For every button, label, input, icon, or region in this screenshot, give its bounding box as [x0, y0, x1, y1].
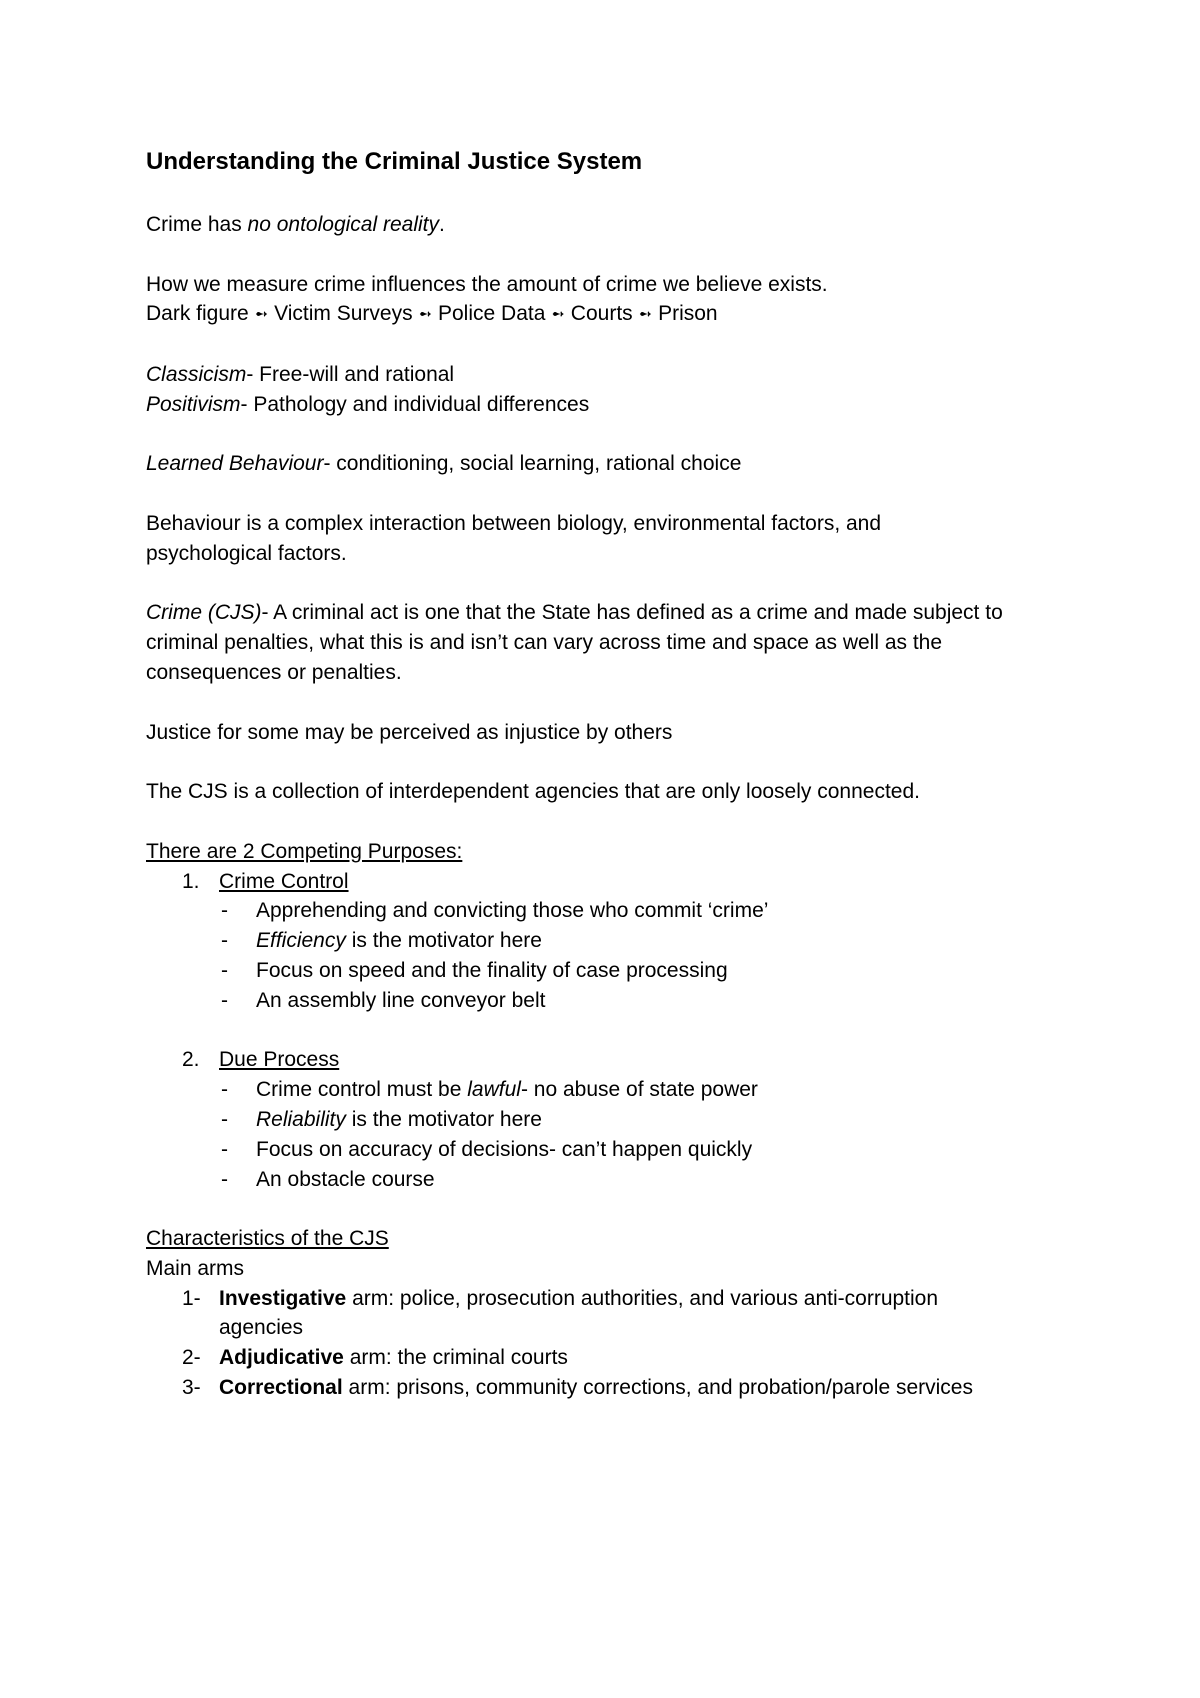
- theory-classicism: [146, 360, 1066, 390]
- purposes-section: [146, 837, 1066, 1195]
- chain-step: Prison: [658, 302, 718, 326]
- purposes-heading: There are 2 Competing Purposes:: [146, 839, 463, 863]
- document-title: Understanding the Criminal Justice System: [146, 148, 643, 175]
- chain-step: Victim Surveys: [274, 302, 413, 326]
- document-body: [146, 146, 1066, 1403]
- crime-cjs-line: consequences or penalties.: [146, 660, 402, 684]
- behaviour-line: psychological factors.: [146, 541, 347, 565]
- crime-cjs-paragraph: [146, 598, 1066, 687]
- arm-name: Correctional: [219, 1376, 343, 1400]
- behaviour-paragraph: [146, 509, 1066, 569]
- arm-desc: arm: the criminal courts: [343, 1346, 568, 1370]
- cjs-collection-paragraph: The CJS is a collection of interdependent agencies that are only loosely connected.: [146, 780, 920, 804]
- chain-step: Police Data: [438, 302, 546, 326]
- arrow-icon: ➻: [418, 306, 432, 324]
- theory-term: Positivism: [146, 392, 241, 416]
- due-process-bullets: [146, 1075, 1066, 1194]
- crime-cjs-term: Crime (CJS): [146, 601, 262, 625]
- list-number: 1.: [182, 869, 200, 893]
- list-item: - Crime control must be lawful- no abuse of state power: [146, 1075, 1066, 1105]
- theories-paragraph: [146, 360, 1066, 420]
- crime-cjs-line: criminal penalties, what this is and isn’t can vary across time and space as well as the: [146, 631, 943, 655]
- ontology-paragraph: [146, 210, 1066, 240]
- crime-cjs-text: - A criminal act is one that the State has defined as a crime and made subject to: [261, 601, 1003, 625]
- list-item: - An obstacle course: [146, 1165, 1066, 1195]
- arm-name: Adjudicative: [219, 1346, 344, 1370]
- learned-behaviour-paragraph: [146, 449, 1066, 479]
- measure-chain: [146, 299, 1066, 330]
- purposes-list-continued: [146, 1045, 1066, 1075]
- list-number: 3-: [182, 1376, 201, 1400]
- dash-marker: -: [221, 1078, 228, 1102]
- characteristics-section: [146, 1224, 1066, 1403]
- measure-sentence: How we measure crime influences the amount of crime we believe exists.: [146, 272, 828, 296]
- chain-step: Courts: [570, 302, 633, 326]
- arms-list: [146, 1284, 1066, 1403]
- list-item: - Focus on accuracy of decisions- can’t happen quickly: [146, 1135, 1066, 1165]
- list-number: 1-: [182, 1286, 201, 1310]
- dash-marker: -: [221, 1137, 228, 1161]
- theory-term: Classicism: [146, 362, 247, 386]
- arm-desc: arm: prisons, community corrections, and probation/parole services: [342, 1376, 973, 1400]
- learned-desc: - conditioning, social learning, rational choice: [323, 452, 742, 476]
- list-number: 2-: [182, 1346, 201, 1370]
- list-item: - Efficiency is the motivator here: [146, 926, 1066, 956]
- dash-marker: -: [221, 899, 228, 923]
- purpose-crime-control: [146, 867, 1066, 897]
- arrow-icon: ➻: [638, 306, 653, 324]
- arm-desc-continued: agencies: [219, 1316, 304, 1340]
- chain-step: Dark figure: [146, 302, 249, 326]
- dash-marker: -: [221, 929, 228, 953]
- ontology-suffix: .: [438, 213, 445, 236]
- justice-paragraph: Justice for some may be perceived as injustice by others: [146, 720, 673, 744]
- list-item: - Focus on speed and the finality of case processing: [146, 956, 1066, 986]
- arm-adjudicative: [146, 1343, 1066, 1373]
- characteristics-subheading: Main arms: [146, 1256, 245, 1280]
- crime-cjs-line: [146, 598, 1066, 628]
- list-item: - An assembly line conveyor belt: [146, 986, 1066, 1016]
- spacer: [146, 1016, 1066, 1046]
- characteristics-heading: Characteristics of the CJS: [146, 1227, 389, 1251]
- arm-desc: arm: police, prosecution authorities, and various anti-corruption: [346, 1286, 939, 1310]
- arm-correctional: [146, 1373, 1066, 1403]
- list-number: 2.: [182, 1048, 200, 1072]
- arm-name: Investigative: [219, 1286, 347, 1310]
- theory-desc: - Free-will and rational: [246, 362, 455, 386]
- ontology-prefix: Crime has: [146, 213, 248, 236]
- theory-positivism: [146, 390, 1066, 420]
- arrow-icon: ➻: [254, 306, 269, 324]
- spacer: [146, 1194, 1066, 1224]
- dash-marker: -: [221, 958, 228, 982]
- arrow-icon: ➻: [551, 306, 565, 324]
- crime-control-bullets: [146, 896, 1066, 1015]
- theory-desc: - Pathology and individual differences: [240, 392, 590, 416]
- behaviour-line: Behaviour is a complex interaction between biology, environmental factors, and: [146, 511, 882, 535]
- arm-investigative: [146, 1284, 1066, 1344]
- purpose-name: Crime Control: [219, 869, 349, 893]
- purpose-due-process: [146, 1045, 1066, 1075]
- list-item: - Reliability is the motivator here: [146, 1105, 1066, 1135]
- learned-term: Learned Behaviour: [146, 452, 324, 476]
- dash-marker: -: [221, 1107, 228, 1131]
- measure-paragraph: [146, 270, 1066, 331]
- dash-marker: -: [221, 1167, 228, 1191]
- dash-marker: -: [221, 988, 228, 1012]
- purposes-list: [146, 867, 1066, 897]
- purpose-name: Due Process: [219, 1048, 340, 1072]
- list-item: - Apprehending and convicting those who commit ‘crime’: [146, 896, 1066, 926]
- ontology-emphasis: no ontological reality: [247, 213, 439, 236]
